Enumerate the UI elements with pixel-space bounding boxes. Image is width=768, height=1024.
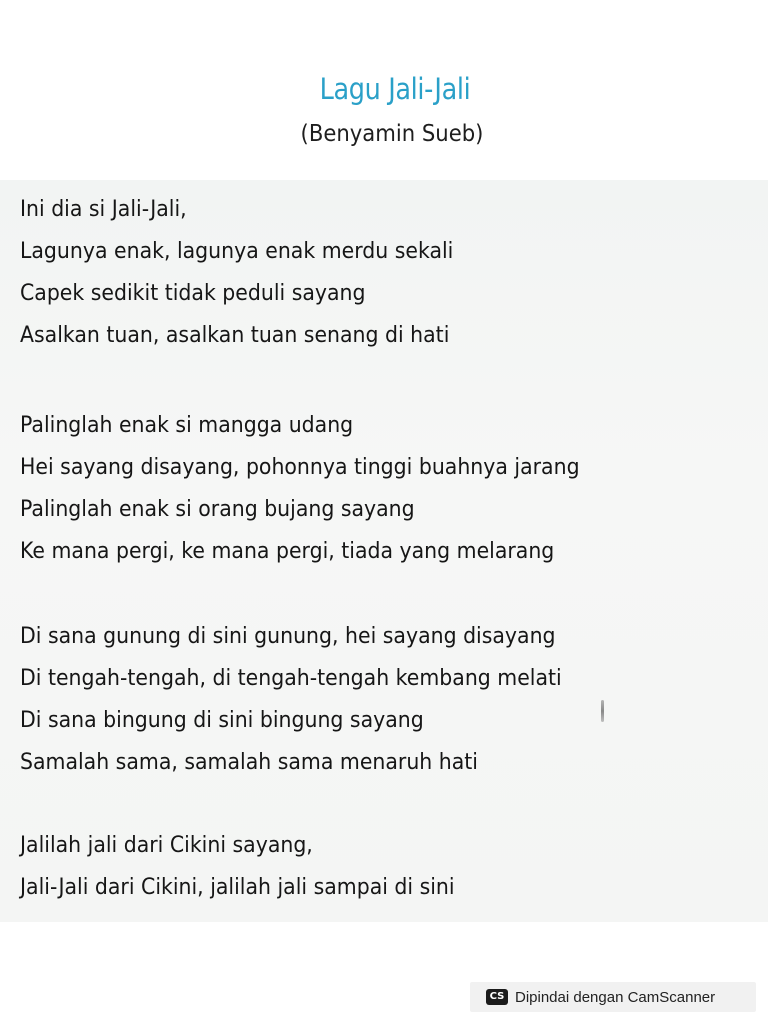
lyric-line: Samalah sama, samalah sama menaruh hati [20, 750, 478, 775]
lyric-line: Asalkan tuan, asalkan tuan senang di hati [20, 323, 450, 348]
song-title: Lagu Jali-Jali [319, 72, 471, 106]
lyric-line: Ke mana pergi, ke mana pergi, tiada yang melarang [20, 539, 555, 564]
lyric-line: Palinglah enak si mangga udang [20, 413, 354, 438]
page-header [0, 0, 768, 180]
lyric-line: Hei sayang disayang, pohonnya tinggi buahnya jarang [20, 455, 580, 480]
song-author: (Benyamin Sueb) [300, 121, 484, 147]
lyric-line: Di sana gunung di sini gunung, hei sayang disayang [20, 624, 556, 649]
stanza-1 [20, 189, 486, 357]
lyric-line: Di tengah-tengah, di tengah-tengah kembang melati [20, 666, 562, 691]
stanza-4 [20, 825, 487, 909]
scan-smudge-mark [601, 700, 604, 722]
lyric-line: Jali-Jali dari Cikini, jalilah jali sampai di sini [20, 875, 455, 900]
camscanner-watermark [470, 982, 756, 1012]
lyric-line: Ini dia si Jali-Jali, [20, 197, 187, 222]
stanza-3 [20, 616, 603, 784]
lyric-line: Capek sedikit tidak peduli sayang [20, 281, 366, 306]
lyric-line: Palinglah enak si orang bujang sayang [20, 497, 415, 522]
camscanner-logo-icon: CS [486, 989, 508, 1005]
stanza-2 [20, 405, 622, 573]
watermark-text: Dipindai dengan CamScanner [515, 988, 716, 1006]
lyric-line: Lagunya enak, lagunya enak merdu sekali [20, 239, 454, 264]
lyric-line: Jalilah jali dari Cikini sayang, [20, 833, 313, 858]
lyric-line: Di sana bingung di sini bingung sayang [20, 708, 424, 733]
